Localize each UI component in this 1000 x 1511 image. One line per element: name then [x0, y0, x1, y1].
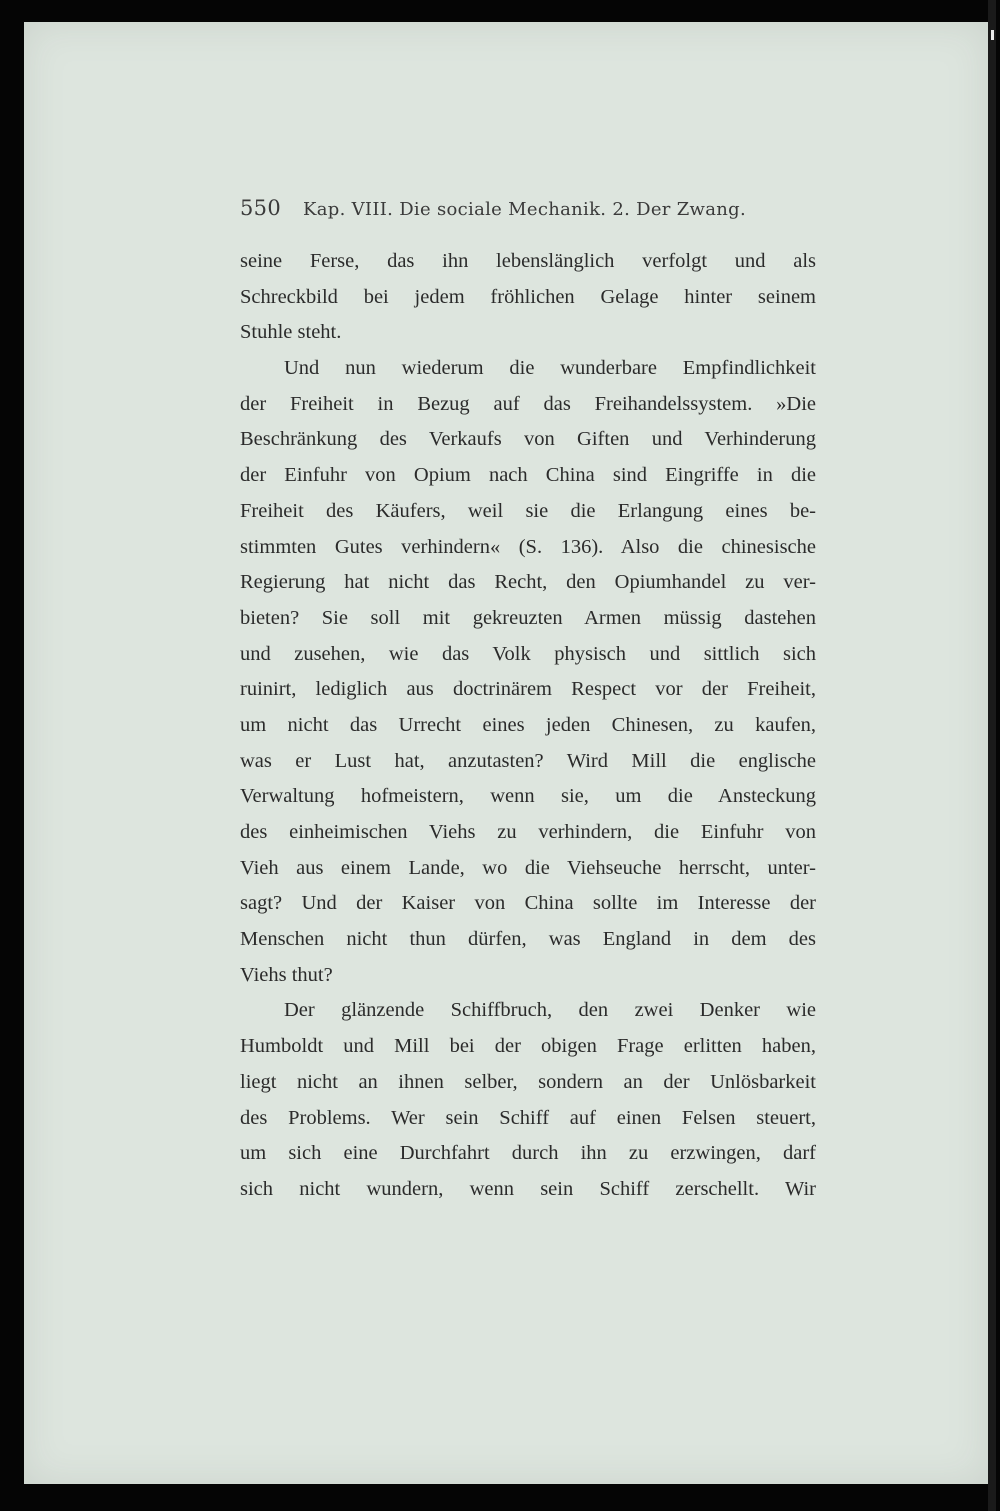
text-line: sich nicht wundern, wenn sein Schiff zerschellt. Wir — [240, 1177, 816, 1200]
text-line: Beschränkung des Verkaufs von Giften und Verhinderung — [240, 428, 816, 451]
text-line: Freiheit des Käufers, weil sie die Erlangung eines be- — [240, 499, 816, 522]
text-line: Viehs thut? — [240, 963, 333, 986]
text-line: Verwaltung hofmeistern, wenn sie, um die Ansteckung — [240, 785, 816, 808]
text-line: des einheimischen Viehs zu verhindern, die Einfuhr von — [240, 821, 816, 843]
scan-edge-strip — [988, 0, 996, 1511]
text-line: um nicht das Urrecht eines jeden Chinesen, zu kaufen, — [240, 713, 816, 736]
text-line: stimmten Gutes verhindern« (S. 136). Also die chinesische — [240, 535, 816, 558]
body-text — [240, 244, 816, 1208]
text-line: Menschen nicht thun dürfen, was England in dem des — [240, 928, 816, 951]
text-line: liegt nicht an ihnen selber, sondern an der Unlösbarkeit — [240, 1070, 816, 1093]
running-header — [240, 196, 820, 220]
text-line: bieten? Sie soll mit gekreuzten Armen müssig dastehen — [240, 606, 816, 629]
text-line: Regierung hat nicht das Recht, den Opiumhandel zu ver- — [240, 571, 816, 594]
text-line: Humboldt und Mill bei der obigen Frage erlitten haben, — [240, 1035, 816, 1058]
text-line: Schreckbild bei jedem fröhlichen Gelage hinter seinem — [240, 285, 816, 308]
text-line: der Freiheit in Bezug auf das Freihandelssystem. »Die — [240, 392, 816, 415]
scan-edge-mark — [991, 30, 994, 40]
text-line: des Problems. Wer sein Schiff auf einen Felsen steuert, — [240, 1106, 816, 1129]
text-line: um sich eine Durchfahrt durch ihn zu erzwingen, darf — [240, 1142, 816, 1165]
text-line: Stuhle steht. — [240, 321, 342, 344]
text-line: was er Lust hat, anzutasten? Wird Mill die englische — [240, 749, 816, 772]
text-line: Und nun wiederum die wunderbare Empfindlichkeit — [284, 357, 816, 380]
text-line: seine Ferse, das ihn lebenslänglich verfolgt und als — [240, 250, 816, 272]
text-line: Vieh aus einem Lande, wo die Viehseuche herrscht, unter- — [240, 856, 816, 879]
text-line: sagt? Und der Kaiser von China sollte im Interesse der — [240, 892, 816, 915]
text-line: der Einfuhr von Opium nach China sind Eingriffe in die — [240, 464, 816, 487]
text-line: ruinirt, lediglich aus doctrinärem Respect vor der Freiheit, — [240, 678, 816, 701]
page-number: 550 — [240, 196, 281, 220]
text-line: und zusehen, wie das Volk physisch und sittlich sich — [240, 642, 816, 665]
text-line: Der glänzende Schiffbruch, den zwei Denker wie — [284, 999, 816, 1022]
running-title: Kap. VIII. Die sociale Mechanik. 2. Der Zwang. — [302, 199, 747, 220]
